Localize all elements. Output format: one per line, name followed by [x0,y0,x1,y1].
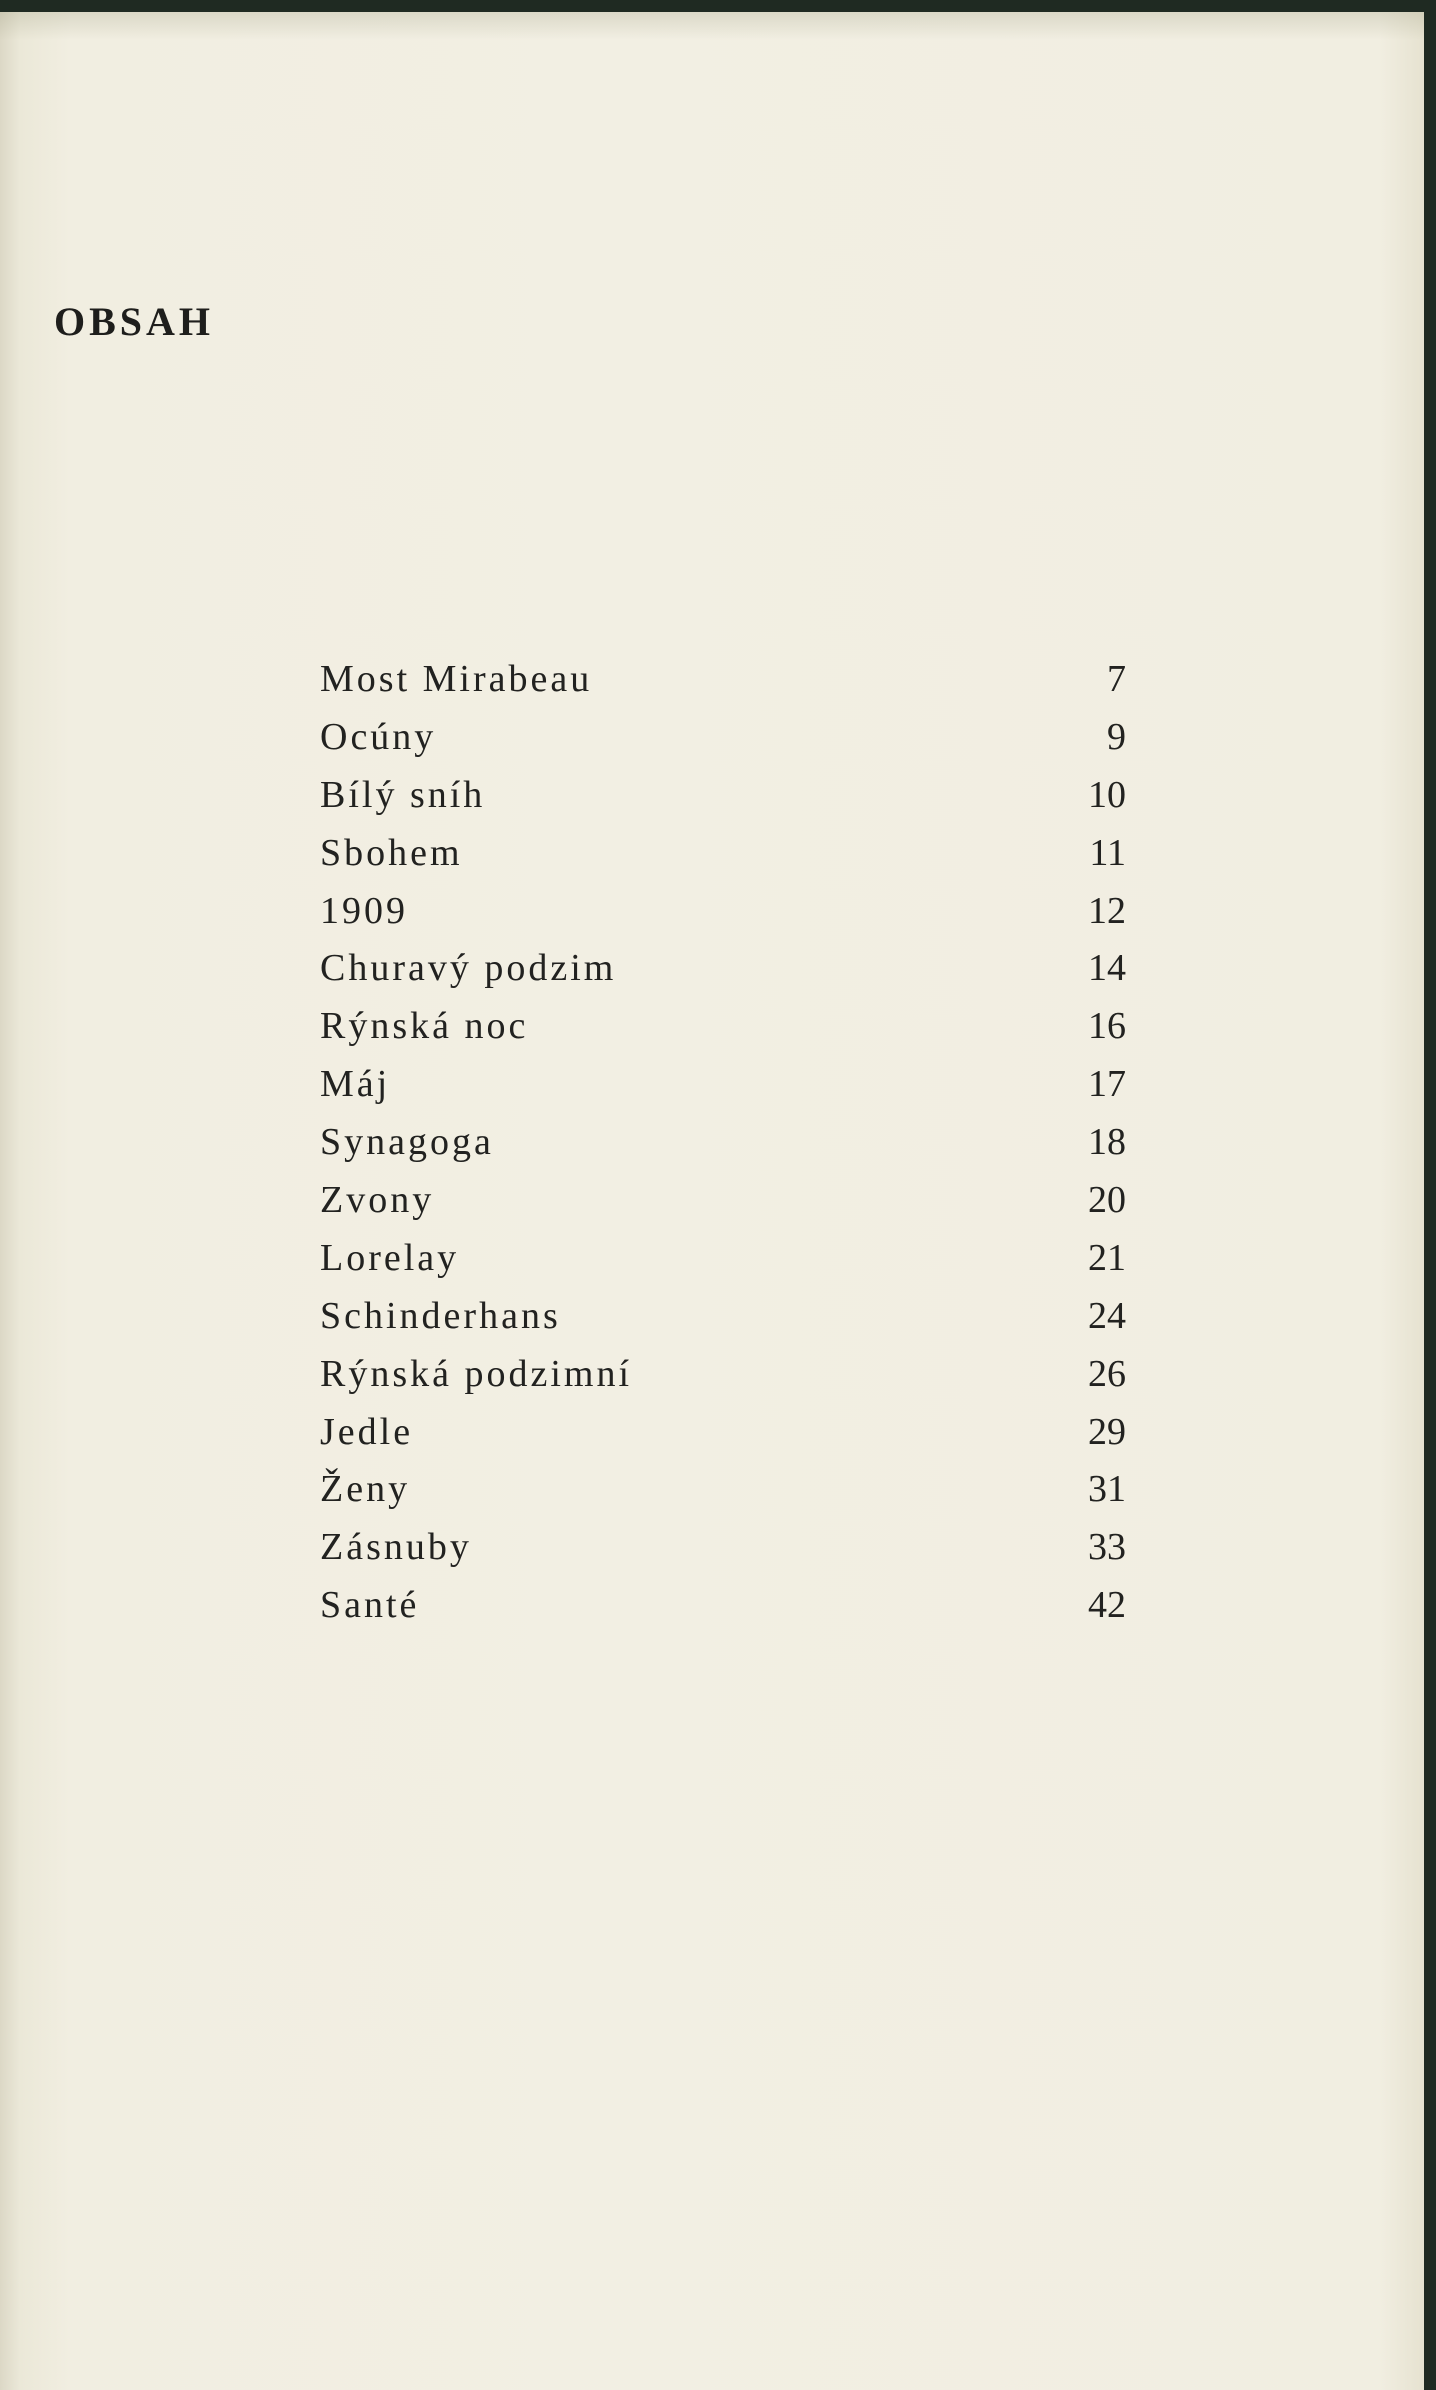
toc-entry [320,1410,1126,1468]
toc-entry-title: Schinderhans [320,1294,561,1337]
toc-entry-title: Jedle [320,1410,414,1453]
toc-entry [320,1178,1126,1236]
toc-entry-page-number: 26 [1088,1352,1126,1395]
toc-entry-title: Santé [320,1584,420,1627]
toc-entry-title: Lorelay [320,1236,460,1279]
toc-entry-page-number: 24 [1088,1294,1126,1337]
toc-entry-page-number: 12 [1088,889,1126,932]
toc-entry [320,1525,1126,1583]
toc-entry [320,1004,1126,1062]
toc-entry-page-number: 18 [1088,1121,1126,1164]
toc-entry [320,1120,1126,1178]
toc-entry-page-number: 29 [1088,1410,1126,1453]
toc-entry-title: Most Mirabeau [320,658,593,700]
table-of-contents [320,657,1126,1641]
toc-entry [320,773,1126,831]
toc-entry [320,1467,1126,1525]
toc-entry-page-number: 21 [1088,1236,1126,1279]
toc-entry [320,715,1126,773]
toc-entry [320,1294,1126,1352]
toc-entry-page-number: 7 [1107,658,1126,700]
toc-entry-page-number: 11 [1089,831,1126,874]
toc-entry-page-number: 17 [1088,1063,1126,1106]
toc-entry [320,889,1126,947]
toc-entry-title: Zásnuby [320,1526,472,1569]
page-heading: OBSAH [54,299,215,344]
toc-entry-page-number: 10 [1088,773,1126,816]
toc-entry-page-number: 42 [1088,1584,1126,1627]
toc-entry-title: Synagoga [320,1121,494,1164]
toc-entry-page-number: 20 [1088,1179,1126,1222]
toc-entry [320,831,1126,889]
toc-entry-page-number: 14 [1088,947,1126,990]
book-page [0,12,1424,2390]
toc-entry-page-number: 33 [1088,1526,1126,1569]
page-edge-shadow [0,12,1424,40]
toc-entry-page-number: 31 [1088,1468,1126,1511]
toc-entry-title: Churavý podzim [320,947,617,990]
toc-entry [320,657,1126,715]
toc-entry [320,1583,1126,1641]
toc-entry-title: Ženy [320,1468,411,1511]
toc-entry [320,1352,1126,1410]
toc-entry-title: 1909 [320,889,408,932]
toc-entry [320,1236,1126,1294]
toc-entry-title: Rýnská noc [320,1005,529,1048]
toc-entry-title: Sbohem [320,831,463,874]
toc-entry-page-number: 9 [1107,715,1126,758]
toc-entry-page-number: 16 [1088,1005,1126,1048]
toc-entry-title: Rýnská podzimní [320,1352,633,1395]
toc-entry-title: Zvony [320,1179,435,1222]
toc-entry-title: Bílý sníh [320,773,486,816]
toc-entry [320,1062,1126,1120]
toc-entry-title: Máj [320,1063,391,1106]
toc-entry [320,946,1126,1004]
toc-entry-title: Ocúny [320,715,437,758]
